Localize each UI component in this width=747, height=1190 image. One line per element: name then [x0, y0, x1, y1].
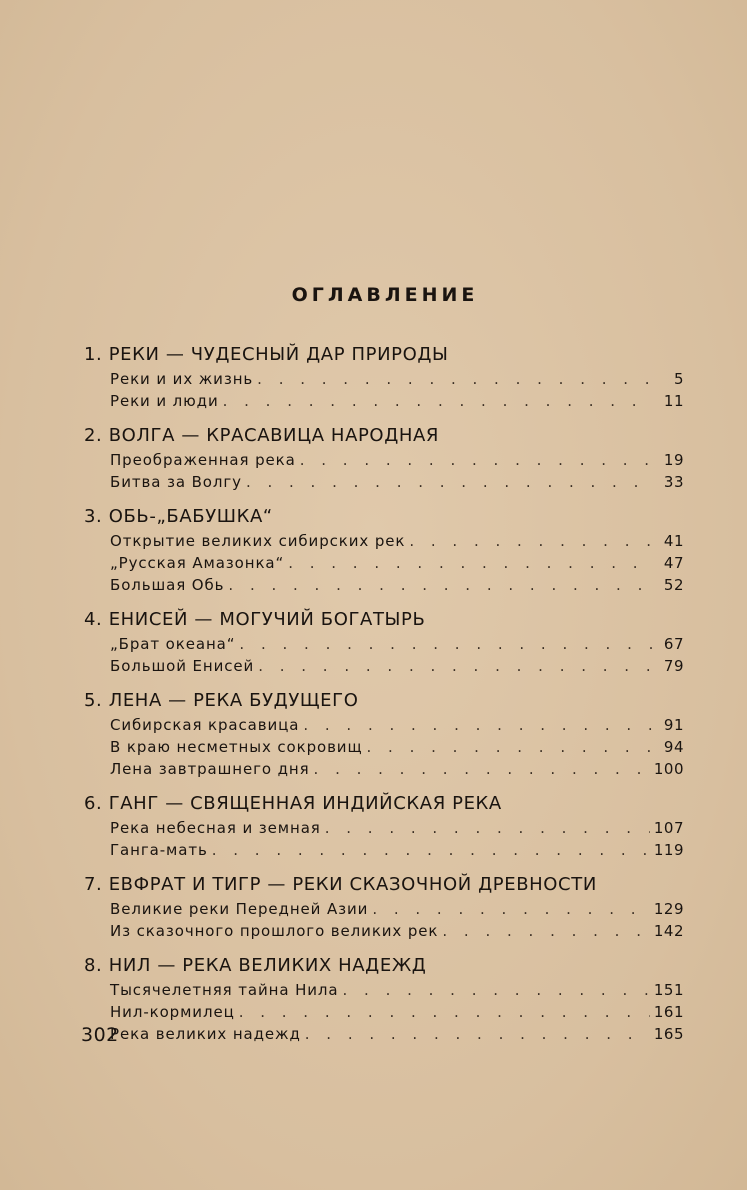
entry-page-number: 5: [673, 370, 684, 388]
entry-label: Река великих надежд: [110, 1025, 301, 1043]
toc-entry: [84, 552, 684, 574]
chapter-title: 8. НИЛ — РЕКА ВЕЛИКИХ НАДЕЖД: [84, 955, 427, 976]
toc-entry: [84, 1001, 684, 1023]
entry-label: Битва за Волгу: [110, 473, 242, 491]
toc-chapter: [84, 342, 684, 412]
entry-page-number: 107: [653, 819, 684, 837]
entry-label: „Русская Амазонка“: [110, 554, 285, 572]
entry-label: Большая Обь: [110, 576, 225, 594]
toc-chapter: [84, 607, 684, 677]
entry-label: В краю несметных сокровищ: [110, 738, 363, 756]
entry-page-number: 19: [663, 451, 684, 469]
toc-entry: [84, 471, 684, 493]
toc-entry: [84, 839, 684, 861]
toc-entry: [84, 368, 684, 390]
entry-label: Реки и люди: [110, 392, 219, 410]
entry-page-number: 79: [663, 657, 684, 675]
dot-leader: [409, 530, 654, 552]
dot-leader: [239, 633, 654, 655]
dot-leader: [325, 817, 650, 839]
toc-chapter: [84, 872, 684, 942]
entry-label: Реки и их жизнь: [110, 370, 254, 388]
chapter-title: 3. ОБЬ-„БАБУШКА“: [84, 506, 273, 527]
entry-label: Преображенная река: [110, 451, 296, 469]
toc-entry: [84, 530, 684, 552]
toc-entry: [84, 979, 684, 1001]
entry-page-number: 94: [663, 738, 684, 756]
chapter-title: 6. ГАНГ — СВЯЩЕННАЯ ИНДИЙСКАЯ РЕКА: [84, 793, 502, 814]
entry-page-number: 91: [663, 716, 684, 734]
dot-leader: [303, 714, 654, 736]
chapter-title: 5. ЛЕНА — РЕКА БУДУЩЕГО: [84, 690, 359, 711]
toc-chapter: [84, 688, 684, 780]
dot-leader: [367, 736, 655, 758]
dot-leader: [288, 552, 654, 574]
chapter-title: 4. ЕНИСЕЙ — МОГУЧИЙ БОГАТЫРЬ: [84, 609, 426, 630]
toc-chapter: [84, 791, 684, 861]
entry-page-number: 119: [653, 841, 684, 859]
dot-leader: [239, 1001, 650, 1023]
chapter-title: 7. ЕВФРАТ И ТИГР — РЕКИ СКАЗОЧНОЙ ДРЕВНОСТИ: [84, 874, 597, 895]
toc-entry: [84, 817, 684, 839]
entry-label: Открытие великих сибирских рек: [110, 532, 406, 550]
entry-label: Великие реки Передней Азии: [110, 900, 369, 918]
page-number: 302: [81, 1024, 119, 1046]
toc-chapter: [84, 504, 684, 596]
toc-entry: [84, 574, 684, 596]
entry-page-number: 11: [663, 392, 684, 410]
entry-page-number: 161: [653, 1003, 684, 1021]
toc-entry: [84, 1023, 684, 1045]
entry-page-number: 129: [653, 900, 684, 918]
toc-entry: [84, 714, 684, 736]
toc-entry: [84, 758, 684, 780]
dot-leader: [257, 368, 654, 390]
dot-leader: [442, 920, 649, 942]
dot-leader: [246, 471, 654, 493]
toc-entry: [84, 920, 684, 942]
toc-entry: [84, 736, 684, 758]
entry-label: Из сказочного прошлого великих рек: [110, 922, 439, 940]
dot-leader: [258, 655, 654, 677]
entry-label: „Брат океана“: [110, 635, 236, 653]
chapter-title: 1. РЕКИ — ЧУДЕСНЫЙ ДАР ПРИРОДЫ: [84, 344, 449, 365]
toc-chapter: [84, 423, 684, 493]
toc-entry: [84, 655, 684, 677]
entry-label: Большой Енисей: [110, 657, 255, 675]
toc-chapter: [84, 953, 684, 1045]
dot-leader: [212, 839, 650, 861]
dot-leader: [314, 758, 650, 780]
page-title: ОГЛАВЛЕНИЕ: [291, 284, 479, 306]
entry-label: Ганга-мать: [110, 841, 208, 859]
entry-page-number: 151: [653, 981, 684, 999]
entry-page-number: 41: [663, 532, 684, 550]
entry-page-number: 165: [653, 1025, 684, 1043]
entry-label: Нил-кормилец: [110, 1003, 235, 1021]
chapter-title: 2. ВОЛГА — КРАСАВИЦА НАРОДНАЯ: [84, 425, 440, 446]
dot-leader: [300, 449, 654, 471]
entry-page-number: 67: [663, 635, 684, 653]
toc-entry: [84, 633, 684, 655]
entry-page-number: 142: [653, 922, 684, 940]
toc-entry: [84, 390, 684, 412]
dot-leader: [372, 898, 650, 920]
entry-label: Тысячелетняя тайна Нила: [110, 981, 339, 999]
table-of-contents: [84, 342, 684, 1056]
entry-page-number: 100: [653, 760, 684, 778]
entry-page-number: 33: [663, 473, 684, 491]
dot-leader: [343, 979, 650, 1001]
toc-entry: [84, 449, 684, 471]
entry-page-number: 47: [663, 554, 684, 572]
dot-leader: [223, 390, 654, 412]
entry-label: Лена завтрашнего дня: [110, 760, 310, 778]
entry-label: Сибирская красавица: [110, 716, 300, 734]
dot-leader: [305, 1023, 650, 1045]
entry-label: Река небесная и земная: [110, 819, 321, 837]
dot-leader: [228, 574, 654, 596]
toc-entry: [84, 898, 684, 920]
entry-page-number: 52: [663, 576, 684, 594]
